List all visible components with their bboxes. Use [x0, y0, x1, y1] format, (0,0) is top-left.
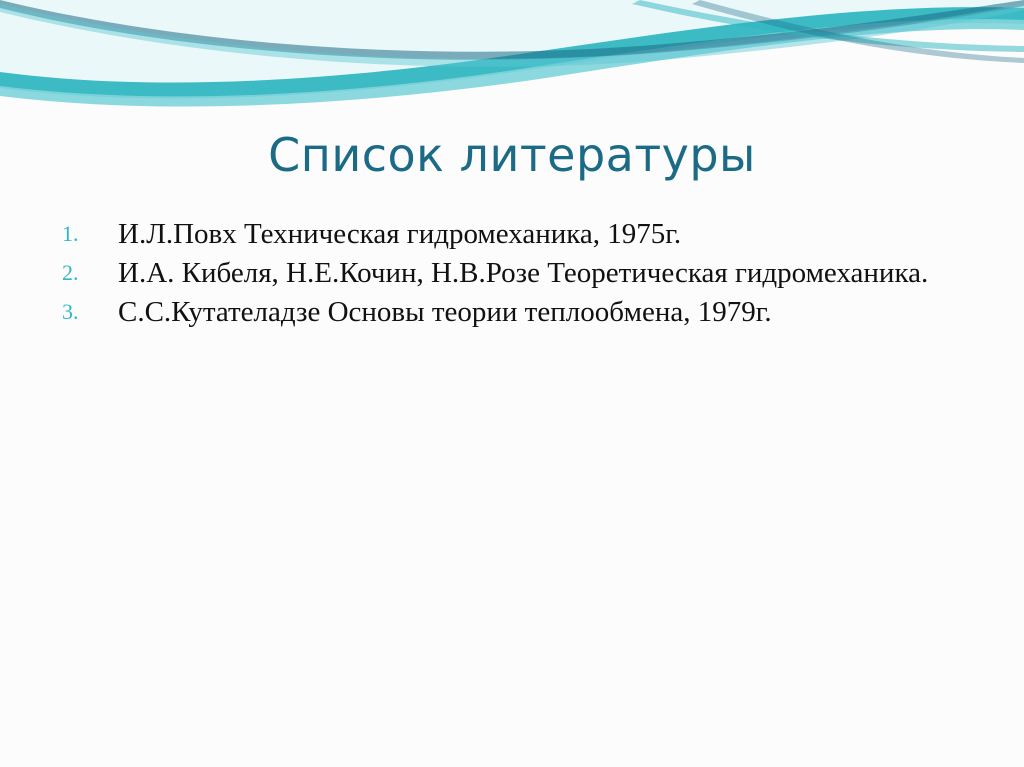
list-item-text: И.А. Кибеля, Н.Е.Кочин, Н.В.Розе Теоретическая гидромеханика. [118, 257, 929, 290]
reference-list [40, 216, 984, 333]
wave-ribbon-decoration [0, 0, 1024, 120]
list-item [40, 255, 984, 292]
list-item-text: С.С.Кутателадзе Основы теории теплообмена, 1979г. [118, 296, 772, 329]
list-item-text: И.Л.Повх Техническая гидромеханика, 1975г. [118, 218, 682, 250]
list-item [40, 294, 984, 331]
list-item [40, 216, 984, 253]
page-title: Список литературы [268, 128, 756, 182]
